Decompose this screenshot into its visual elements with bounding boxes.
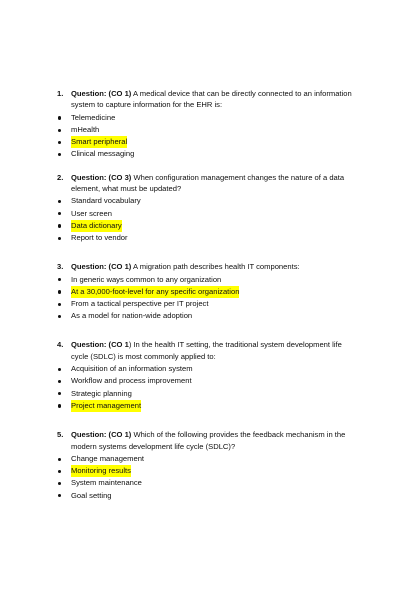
bullet-icon bbox=[57, 375, 71, 387]
option-text: From a tactical perspective per IT project bbox=[71, 299, 209, 309]
option-item bbox=[57, 112, 360, 124]
question-2 bbox=[57, 172, 360, 245]
question-text-block bbox=[71, 339, 360, 362]
question-text-block bbox=[71, 88, 360, 111]
option-item-highlighted bbox=[57, 400, 360, 412]
option-text: System maintenance bbox=[71, 478, 142, 488]
option-text: Goal setting bbox=[71, 490, 112, 500]
bullet-icon bbox=[57, 400, 71, 412]
option-text: Strategic planning bbox=[71, 388, 132, 398]
question-header bbox=[57, 339, 360, 362]
highlighted-answer: At a 30,000-foot-level for any specific organization bbox=[71, 286, 239, 298]
bullet-icon bbox=[57, 286, 71, 298]
option-item bbox=[57, 490, 360, 502]
highlighted-answer: Data dictionary bbox=[71, 220, 122, 232]
option-item-highlighted bbox=[57, 136, 360, 148]
option-item-highlighted bbox=[57, 465, 360, 477]
question-text: A medical device that can be directly connected to an information system to capture information for the EHR is: bbox=[71, 89, 352, 110]
question-header bbox=[57, 429, 360, 452]
option-text: Report to vendor bbox=[71, 233, 128, 243]
option-text: Telemedicine bbox=[71, 112, 116, 122]
highlighted-answer: Project management bbox=[71, 400, 141, 412]
question-4 bbox=[57, 339, 360, 412]
bullet-icon bbox=[57, 453, 71, 465]
question-header bbox=[57, 88, 360, 111]
bullet-icon bbox=[57, 490, 71, 502]
option-item bbox=[57, 388, 360, 400]
option-item bbox=[57, 375, 360, 387]
question-text: A migration path describes health IT components: bbox=[131, 262, 300, 272]
option-item bbox=[57, 232, 360, 244]
question-5 bbox=[57, 429, 360, 502]
spacer bbox=[57, 412, 360, 429]
spacer bbox=[57, 322, 360, 339]
option-list bbox=[57, 453, 360, 502]
option-text: mHealth bbox=[71, 125, 100, 135]
option-text: Standard vocabulary bbox=[71, 196, 141, 206]
option-item bbox=[57, 208, 360, 220]
option-text: In generic ways common to any organization bbox=[71, 274, 222, 284]
bullet-icon bbox=[57, 388, 71, 400]
question-number: 5. bbox=[57, 430, 64, 440]
spacer bbox=[57, 161, 360, 172]
bullet-icon bbox=[57, 195, 71, 207]
bullet-icon bbox=[57, 477, 71, 489]
option-list bbox=[57, 112, 360, 161]
bullet-icon bbox=[57, 124, 71, 136]
option-item bbox=[57, 453, 360, 465]
option-text: Acquisition of an information system bbox=[71, 364, 193, 374]
option-list bbox=[57, 274, 360, 323]
bullet-icon bbox=[57, 112, 71, 124]
question-number: 4. bbox=[57, 340, 64, 350]
question-text-block bbox=[71, 261, 360, 272]
question-text: When configuration management changes the nature of a data element, what must be updated? bbox=[71, 172, 345, 194]
bullet-icon bbox=[57, 208, 71, 220]
question-3 bbox=[57, 261, 360, 322]
bullet-icon bbox=[57, 232, 71, 244]
question-text: ) In the health IT setting, the traditional system development life cycle (SDLC) is most commonly applied to: bbox=[71, 340, 342, 361]
question-number: 2. bbox=[57, 172, 64, 182]
option-item bbox=[57, 274, 360, 286]
bullet-icon bbox=[57, 220, 71, 232]
question-1 bbox=[57, 88, 360, 161]
option-item bbox=[57, 195, 360, 207]
bullet-icon bbox=[57, 274, 71, 286]
bullet-icon bbox=[57, 148, 71, 160]
question-text-block bbox=[71, 429, 360, 452]
question-header bbox=[57, 261, 360, 272]
option-item bbox=[57, 124, 360, 136]
question-label: Question: (CO 1) bbox=[71, 430, 132, 440]
question-text: Which of the following provides the feedback mechanism in the modern systems development life cycle (SDLC)? bbox=[71, 430, 346, 451]
option-item bbox=[57, 298, 360, 310]
option-item-highlighted bbox=[57, 220, 360, 232]
question-label: Question: (CO 1) bbox=[71, 89, 132, 98]
question-header bbox=[57, 172, 360, 195]
option-item-highlighted bbox=[57, 286, 360, 298]
option-text: Clinical messaging bbox=[71, 149, 135, 159]
bullet-icon bbox=[57, 465, 71, 477]
highlighted-answer: Smart peripheral bbox=[71, 136, 127, 148]
highlighted-answer: Monitoring results bbox=[71, 465, 131, 477]
question-label: Question: (CO 3) bbox=[71, 172, 132, 182]
spacer bbox=[57, 244, 360, 261]
option-item bbox=[57, 477, 360, 489]
bullet-icon bbox=[57, 136, 71, 148]
option-list bbox=[57, 363, 360, 412]
option-item bbox=[57, 148, 360, 160]
option-text: As a model for nation-wide adoption bbox=[71, 311, 193, 321]
option-item bbox=[57, 310, 360, 322]
option-text: Workflow and process improvement bbox=[71, 376, 192, 386]
question-number: 1. bbox=[57, 89, 64, 98]
option-text: User screen bbox=[71, 208, 112, 218]
question-label: Question: (CO 1) bbox=[71, 262, 132, 272]
bullet-icon bbox=[57, 298, 71, 310]
option-list bbox=[57, 195, 360, 244]
option-text: Change management bbox=[71, 453, 145, 463]
bullet-icon bbox=[57, 363, 71, 375]
question-number: 3. bbox=[57, 262, 64, 272]
question-text-block bbox=[71, 172, 360, 195]
option-item bbox=[57, 363, 360, 375]
bullet-icon bbox=[57, 310, 71, 322]
question-label: Question: (CO 1 bbox=[71, 340, 129, 350]
